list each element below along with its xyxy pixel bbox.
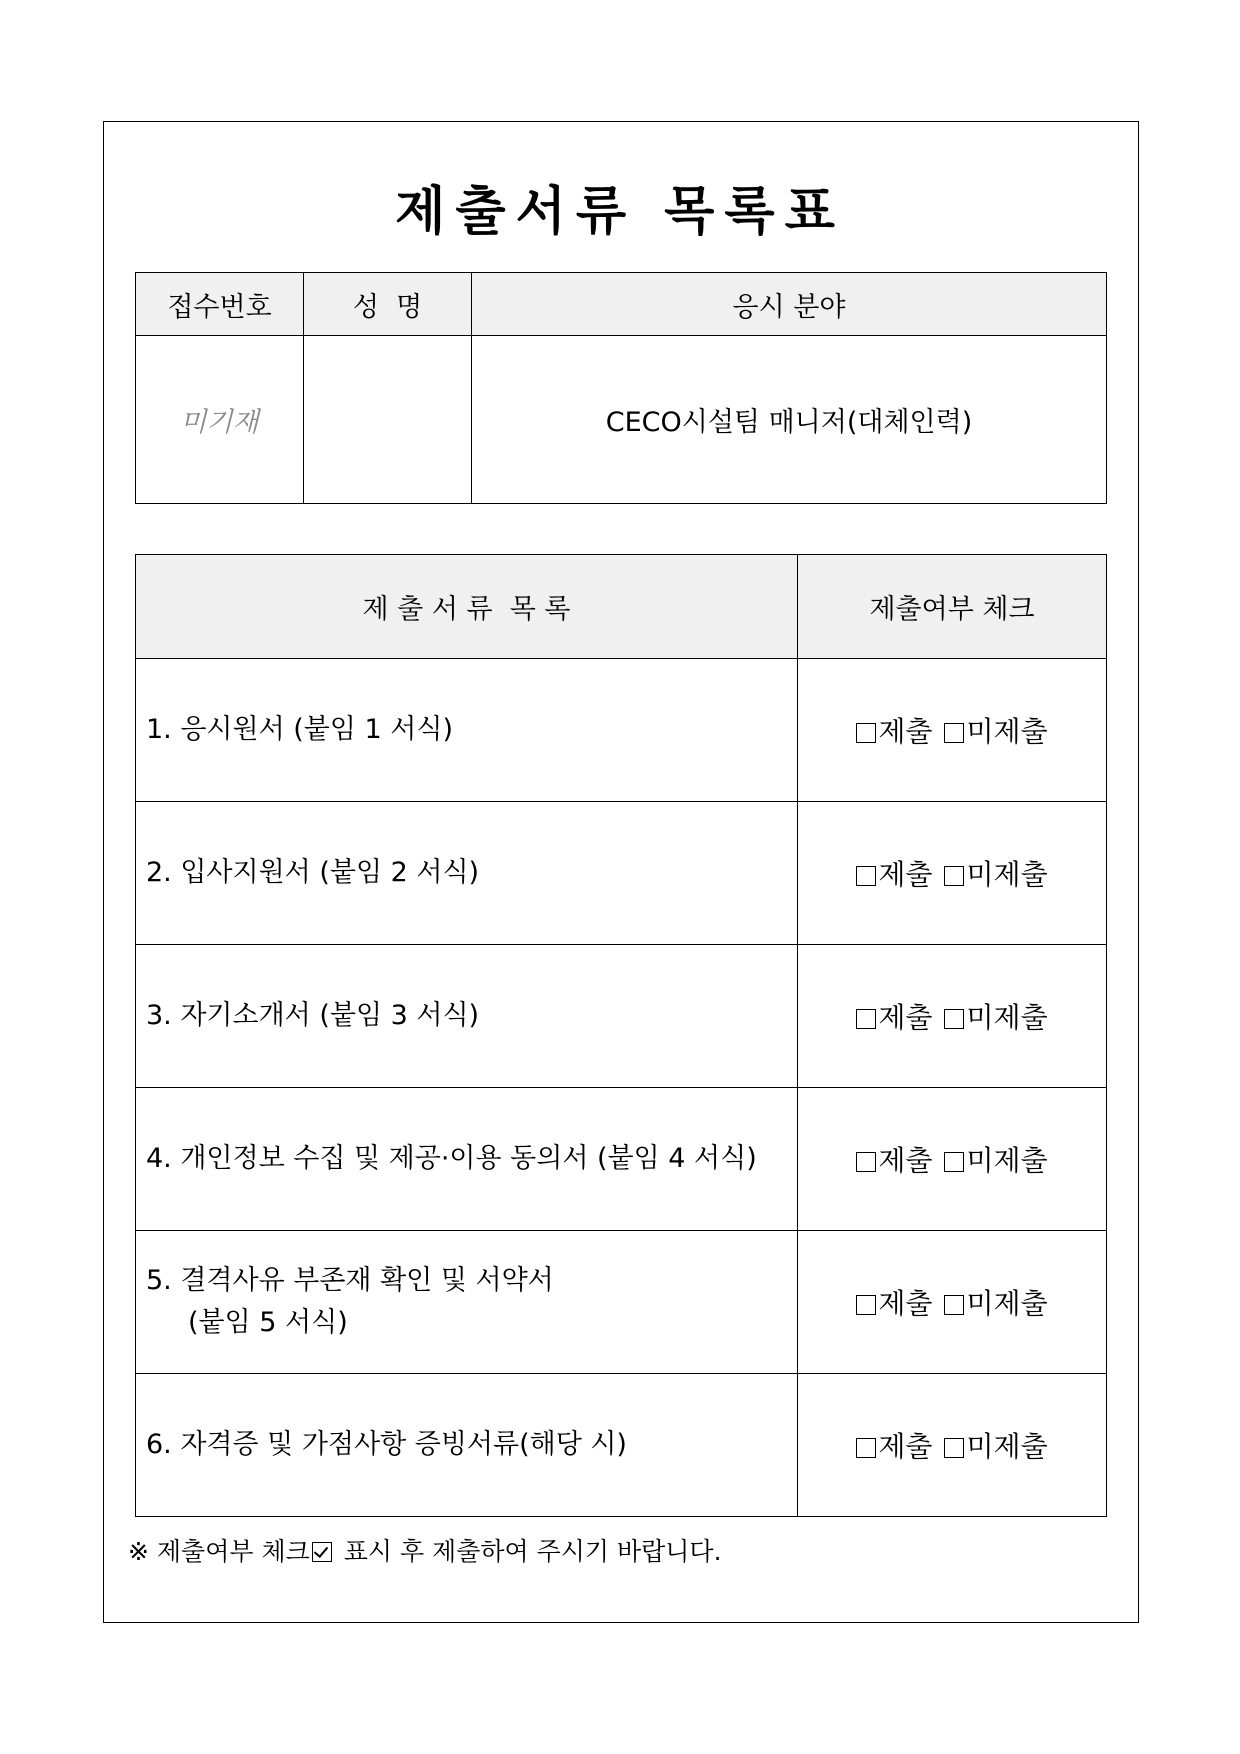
note-prefix: ※ 제출여부 체크 bbox=[128, 1537, 310, 1566]
submitted-checkbox-label: 제출 bbox=[878, 715, 933, 748]
document-item bbox=[136, 945, 798, 1088]
not-submitted-checkbox-label: 미제출 bbox=[966, 715, 1048, 748]
checkbox-icon[interactable] bbox=[856, 1295, 876, 1315]
submission-note bbox=[128, 1535, 722, 1569]
checkbox-icon[interactable] bbox=[944, 723, 964, 743]
not-submitted-checkbox-label: 미제출 bbox=[966, 858, 1048, 891]
not-submitted-checkbox-label: 미제출 bbox=[966, 1144, 1048, 1177]
submitted-checkbox[interactable] bbox=[856, 858, 932, 891]
document-row bbox=[136, 1088, 1107, 1231]
checkbox-icon[interactable] bbox=[944, 1295, 964, 1315]
document-item bbox=[136, 1231, 798, 1374]
field-value: CECO시설팀 매니저(대체인력) bbox=[472, 336, 1107, 504]
checkbox-icon[interactable] bbox=[944, 1438, 964, 1458]
document-item bbox=[136, 1374, 798, 1517]
submitted-checkbox-label: 제출 bbox=[878, 858, 933, 891]
not-submitted-checkbox-label: 미제출 bbox=[966, 1430, 1048, 1463]
page-title: 제출서류 목록표 bbox=[395, 182, 845, 242]
name-header: 성 명 bbox=[304, 273, 472, 336]
submission-check-cell bbox=[798, 659, 1107, 802]
receipt-number-value: 미기재 bbox=[136, 336, 304, 504]
checkbox-icon[interactable] bbox=[856, 1438, 876, 1458]
submission-check-cell bbox=[798, 1374, 1107, 1517]
checkbox-icon[interactable] bbox=[856, 1009, 876, 1029]
document-row bbox=[136, 1231, 1107, 1374]
document-item-label: 2. 입사지원서 (붙임 2 서식) bbox=[146, 857, 480, 888]
document-row bbox=[136, 1374, 1107, 1517]
submission-check-cell bbox=[798, 945, 1107, 1088]
applicant-info-table bbox=[135, 272, 1107, 504]
applicant-info-row bbox=[136, 336, 1107, 504]
submitted-checkbox[interactable] bbox=[856, 1001, 932, 1034]
document-item-label: 1. 응시원서 (붙임 1 서식) bbox=[146, 714, 453, 745]
submitted-checkbox-label: 제출 bbox=[878, 1287, 933, 1320]
not-submitted-checkbox[interactable] bbox=[944, 1287, 1047, 1320]
document-item-label: 6. 자격증 및 가점사항 증빙서류(해당 시) bbox=[146, 1429, 627, 1460]
submitted-checkbox[interactable] bbox=[856, 1430, 932, 1463]
submitted-checkbox[interactable] bbox=[856, 1144, 932, 1177]
submission-check-cell bbox=[798, 1088, 1107, 1231]
field-header: 응시 분야 bbox=[472, 273, 1107, 336]
submitted-checkbox[interactable] bbox=[856, 715, 932, 748]
documents-list-header: 제 출 서 류 목 록 bbox=[136, 555, 798, 659]
document-row bbox=[136, 802, 1107, 945]
not-submitted-checkbox-label: 미제출 bbox=[966, 1001, 1048, 1034]
not-submitted-checkbox[interactable] bbox=[944, 1001, 1047, 1034]
name-value bbox=[304, 336, 472, 504]
submission-check-cell bbox=[798, 802, 1107, 945]
not-submitted-checkbox[interactable] bbox=[944, 1430, 1047, 1463]
submitted-checkbox[interactable] bbox=[856, 1287, 932, 1320]
document-item-label: 3. 자기소개서 (붙임 3 서식) bbox=[146, 1000, 480, 1031]
document-row bbox=[136, 945, 1107, 1088]
submission-check-header: 제출여부 체크 bbox=[798, 555, 1107, 659]
checked-box-icon bbox=[312, 1542, 332, 1562]
not-submitted-checkbox[interactable] bbox=[944, 1144, 1047, 1177]
checkbox-icon[interactable] bbox=[944, 1009, 964, 1029]
submitted-checkbox-label: 제출 bbox=[878, 1001, 933, 1034]
submission-check-cell bbox=[798, 1231, 1107, 1374]
not-submitted-checkbox-label: 미제출 bbox=[966, 1287, 1048, 1320]
document-row bbox=[136, 659, 1107, 802]
checkbox-icon[interactable] bbox=[856, 866, 876, 886]
document-item-label: 4. 개인정보 수집 및 제공·이용 동의서 (붙임 4 서식) bbox=[146, 1143, 757, 1174]
checkbox-icon[interactable] bbox=[856, 723, 876, 743]
receipt-number-header: 접수번호 bbox=[136, 273, 304, 336]
documents-table bbox=[135, 554, 1107, 1517]
checkbox-icon[interactable] bbox=[944, 866, 964, 886]
applicant-info-header-row bbox=[136, 273, 1107, 336]
checkbox-icon[interactable] bbox=[856, 1152, 876, 1172]
submitted-checkbox-label: 제출 bbox=[878, 1144, 933, 1177]
document-item-label: 5. 결격사유 부존재 확인 및 서약서 bbox=[146, 1265, 554, 1296]
note-suffix: 표시 후 제출하여 주시기 바랍니다. bbox=[335, 1537, 722, 1566]
submitted-checkbox-label: 제출 bbox=[878, 1430, 933, 1463]
documents-header-row bbox=[136, 555, 1107, 659]
document-item bbox=[136, 802, 798, 945]
document-item bbox=[136, 659, 798, 802]
not-submitted-checkbox[interactable] bbox=[944, 715, 1047, 748]
document-item bbox=[136, 1088, 798, 1231]
not-submitted-checkbox[interactable] bbox=[944, 858, 1047, 891]
document-item-sublabel: (붙임 5 서식) bbox=[188, 1307, 348, 1338]
checkbox-icon[interactable] bbox=[944, 1152, 964, 1172]
